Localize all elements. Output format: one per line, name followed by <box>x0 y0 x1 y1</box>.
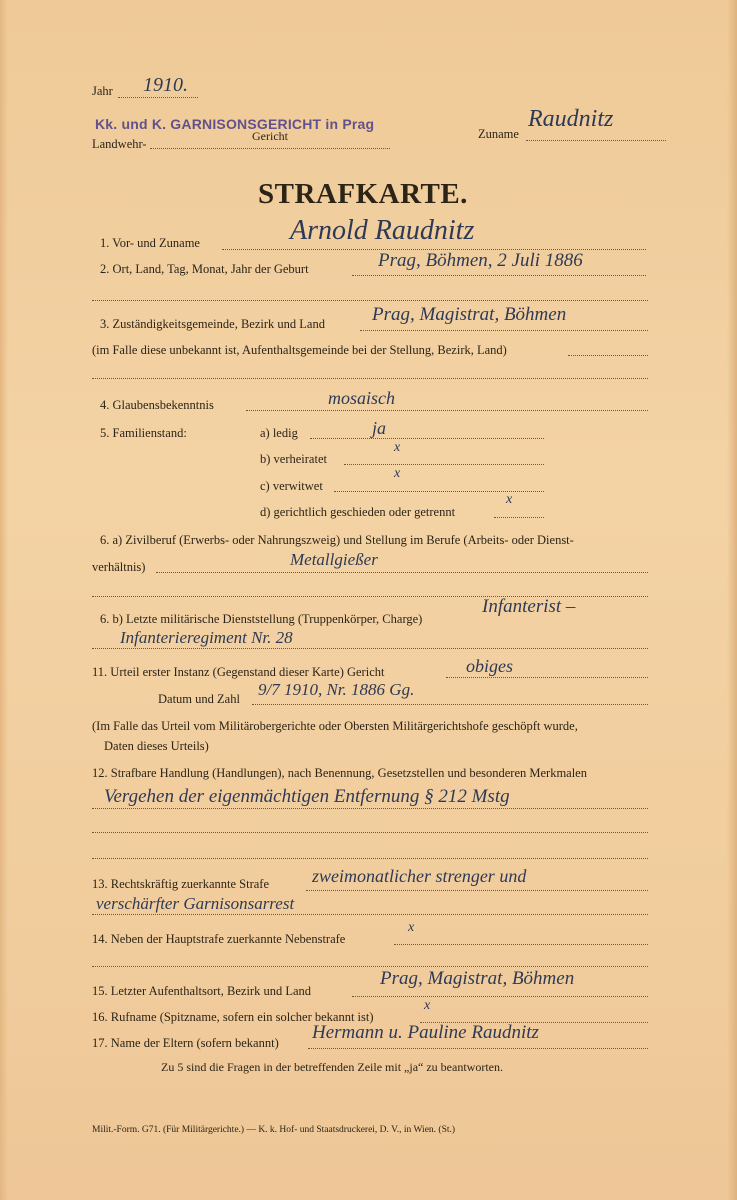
field-5a-value: ja <box>372 418 387 438</box>
field-11-datum-label: Datum und Zahl <box>158 692 240 706</box>
field-1-label: 1. Vor- und Zuname <box>100 236 200 250</box>
field-14-line2 <box>92 966 648 967</box>
field-5d-label: d) gerichtlich geschieden oder getrennt <box>260 505 456 519</box>
field-13-value: zweimonatlicher strenger und <box>312 866 527 886</box>
paper-edge-right <box>727 0 737 1200</box>
jahr-line <box>118 97 198 98</box>
field-15-label: 15. Letzter Aufenthaltsort, Bezirk und Land <box>92 984 312 998</box>
form-footer: Milit.-Form. G71. (Für Militärgerichte.) — K. k. Hof- und Staatsdruckerei, D. V., in Wien. (St.) <box>92 1125 456 1135</box>
field-4-value: mosaisch <box>328 388 395 408</box>
field-17-line <box>308 1048 648 1049</box>
gericht-line <box>150 148 390 149</box>
field-1-value: Arnold Raudnitz <box>290 215 475 246</box>
field-13-value2: verschärfter Garnisonsarrest <box>96 894 295 913</box>
field-5d-line <box>494 517 544 518</box>
field-16-value: x <box>424 998 431 1013</box>
field-5c-value: x <box>394 466 401 481</box>
field-12-line <box>92 808 648 809</box>
field-13-line2 <box>92 914 648 915</box>
paper-edge-left <box>0 0 8 1200</box>
field-17-label: 17. Name der Eltern (sofern bekannt) <box>92 1036 279 1050</box>
field-6a-value: Metallgießer <box>290 550 378 569</box>
court-stamp: Kk. und K. GARNISONSGERICHT in Prag <box>95 116 375 132</box>
field-5c-line <box>334 491 544 492</box>
field-3-note: (im Falle diese unbekannt ist, Aufenthaltsgemeinde bei der Stellung, Bezirk, Land) <box>92 343 507 357</box>
field-14-label: 14. Neben der Hauptstrafe zuerkannte Nebenstrafe <box>92 932 346 946</box>
field-6b-value: Infanterist – <box>482 596 576 617</box>
field-11-datum-value: 9/7 1910, Nr. 1886 Gg. <box>258 680 415 699</box>
field-11-line <box>446 677 648 678</box>
field-6a-label2: verhältnis) <box>92 560 146 574</box>
field-5b-value: x <box>394 440 401 455</box>
field-11-value: obiges <box>466 656 513 676</box>
field-13-line <box>306 890 648 891</box>
field-17-value: Hermann u. Pauline Raudnitz <box>312 1022 539 1043</box>
field-13-label: 13. Rechtskräftig zuerkannte Strafe <box>92 877 270 891</box>
field-3-note-line <box>568 355 648 356</box>
field-3-label: 3. Zuständigkeitsgemeinde, Bezirk und Land <box>100 317 325 331</box>
field-12-label: 12. Strafbare Handlung (Handlungen), nach Benennung, Gesetzstellen und besonderen Merkmalen <box>92 766 587 780</box>
field-2-line2 <box>92 300 648 301</box>
field-4-label: 4. Glaubensbekenntnis <box>100 398 214 412</box>
field-5b-line <box>344 464 544 465</box>
field-14-value: x <box>408 920 415 935</box>
zuname-line <box>526 140 666 141</box>
field-5b-label: b) verheiratet <box>260 452 327 466</box>
field-14-line <box>394 944 648 945</box>
field-6a-label: 6. a) Zivilberuf (Erwerbs- oder Nahrungszweig) und Stellung im Berufe (Arbeits- oder Dienst- <box>100 533 574 547</box>
field-11-note2: Daten dieses Urteils) <box>104 739 209 753</box>
landwehr-label: Landwehr- <box>92 137 147 151</box>
zuname-value: Raudnitz <box>528 106 614 132</box>
field-16-label: 16. Rufname (Spitzname, sofern ein solcher bekannt ist) <box>92 1010 374 1024</box>
field-15-value: Prag, Magistrat, Böhmen <box>380 968 575 989</box>
field-11-note1: (Im Falle das Urteil vom Militärobergerichte oder Obersten Militärgerichtshofe geschöpft wurde, <box>92 719 578 733</box>
jahr-value: 1910. <box>143 74 188 96</box>
field-5d-value: x <box>506 492 513 507</box>
field-11-datum-line <box>252 704 648 705</box>
field-6b-label: 6. b) Letzte militärische Dienststellung (Truppenkörper, Charge) <box>100 612 423 626</box>
field-12-value: Vergehen der eigenmächtigen Entfernung § 212 Mstg <box>104 786 510 807</box>
form-title: STRAFKARTE. <box>258 178 468 210</box>
field-4-line <box>246 410 648 411</box>
field-5a-line <box>310 438 544 439</box>
field-6b-value2: Infanterieregiment Nr. 28 <box>120 628 293 647</box>
field-15-line <box>352 996 648 997</box>
jahr-label: Jahr <box>92 84 113 98</box>
field-2-line <box>352 275 646 276</box>
zuname-label: Zuname <box>478 127 519 141</box>
field-3-line2 <box>92 378 648 379</box>
field-12-line3 <box>92 858 648 859</box>
field-2-label: 2. Ort, Land, Tag, Monat, Jahr der Geburt <box>100 262 309 276</box>
field-5c-label: c) verwitwet <box>260 479 323 493</box>
instruction-note: Zu 5 sind die Fragen in der betreffenden Zeile mit „ja“ zu beantworten. <box>161 1060 503 1074</box>
field-3-line <box>360 330 648 331</box>
field-5-label: 5. Familienstand: <box>100 426 187 440</box>
field-5a-label: a) ledig <box>260 426 298 440</box>
field-2-value: Prag, Böhmen, 2 Juli 1886 <box>378 250 583 271</box>
field-6b-line2 <box>92 648 648 649</box>
field-12-line2 <box>92 832 648 833</box>
gericht-label: Gericht <box>252 129 288 143</box>
field-6a-line <box>156 572 648 573</box>
field-11-label: 11. Urteil erster Instanz (Gegenstand dieser Karte) Gericht <box>92 665 385 679</box>
field-3-value: Prag, Magistrat, Böhmen <box>372 304 567 325</box>
